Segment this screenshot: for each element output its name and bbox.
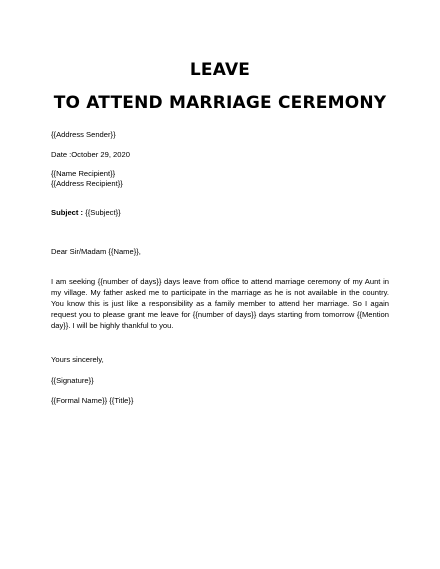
subject-line [51, 208, 121, 218]
title-marriage-ceremony: TO ATTEND MARRIAGE CEREMONY [53, 93, 387, 113]
name-recipient: {{Name Recipient}} [51, 169, 116, 178]
signature: {{Signature}} [51, 376, 94, 385]
date-line [51, 150, 130, 160]
title-leave: LEAVE [189, 60, 251, 80]
subject-value: {{Subject}} [83, 208, 121, 217]
formal-name-title: {{Formal Name}} {{Title}} [51, 396, 134, 405]
salutation: Dear Sir/Madam {{Name}}, [51, 247, 141, 256]
date-value: October 29, 2020 [71, 150, 130, 159]
address-recipient: {{Address Recipient}} [51, 179, 123, 188]
closing: Yours sincerely, [51, 355, 104, 364]
address-sender: {{Address Sender}} [51, 130, 116, 139]
body-paragraph: I am seeking {{number of days}} days leave from office to attend marriage ceremony of my Aunt in my village. My father asked me to participate in the marriage as he is not available in the country. You know this is just like a responsibility as a family member to attend her marriage. So I again request you to please grant me leave for {{number of days}} days starting from tomorrow {{Mention day}}. I will be highly thankful to you. [51, 277, 389, 331]
subject-label: Subject : [51, 208, 84, 217]
date-label: Date : [51, 150, 72, 159]
